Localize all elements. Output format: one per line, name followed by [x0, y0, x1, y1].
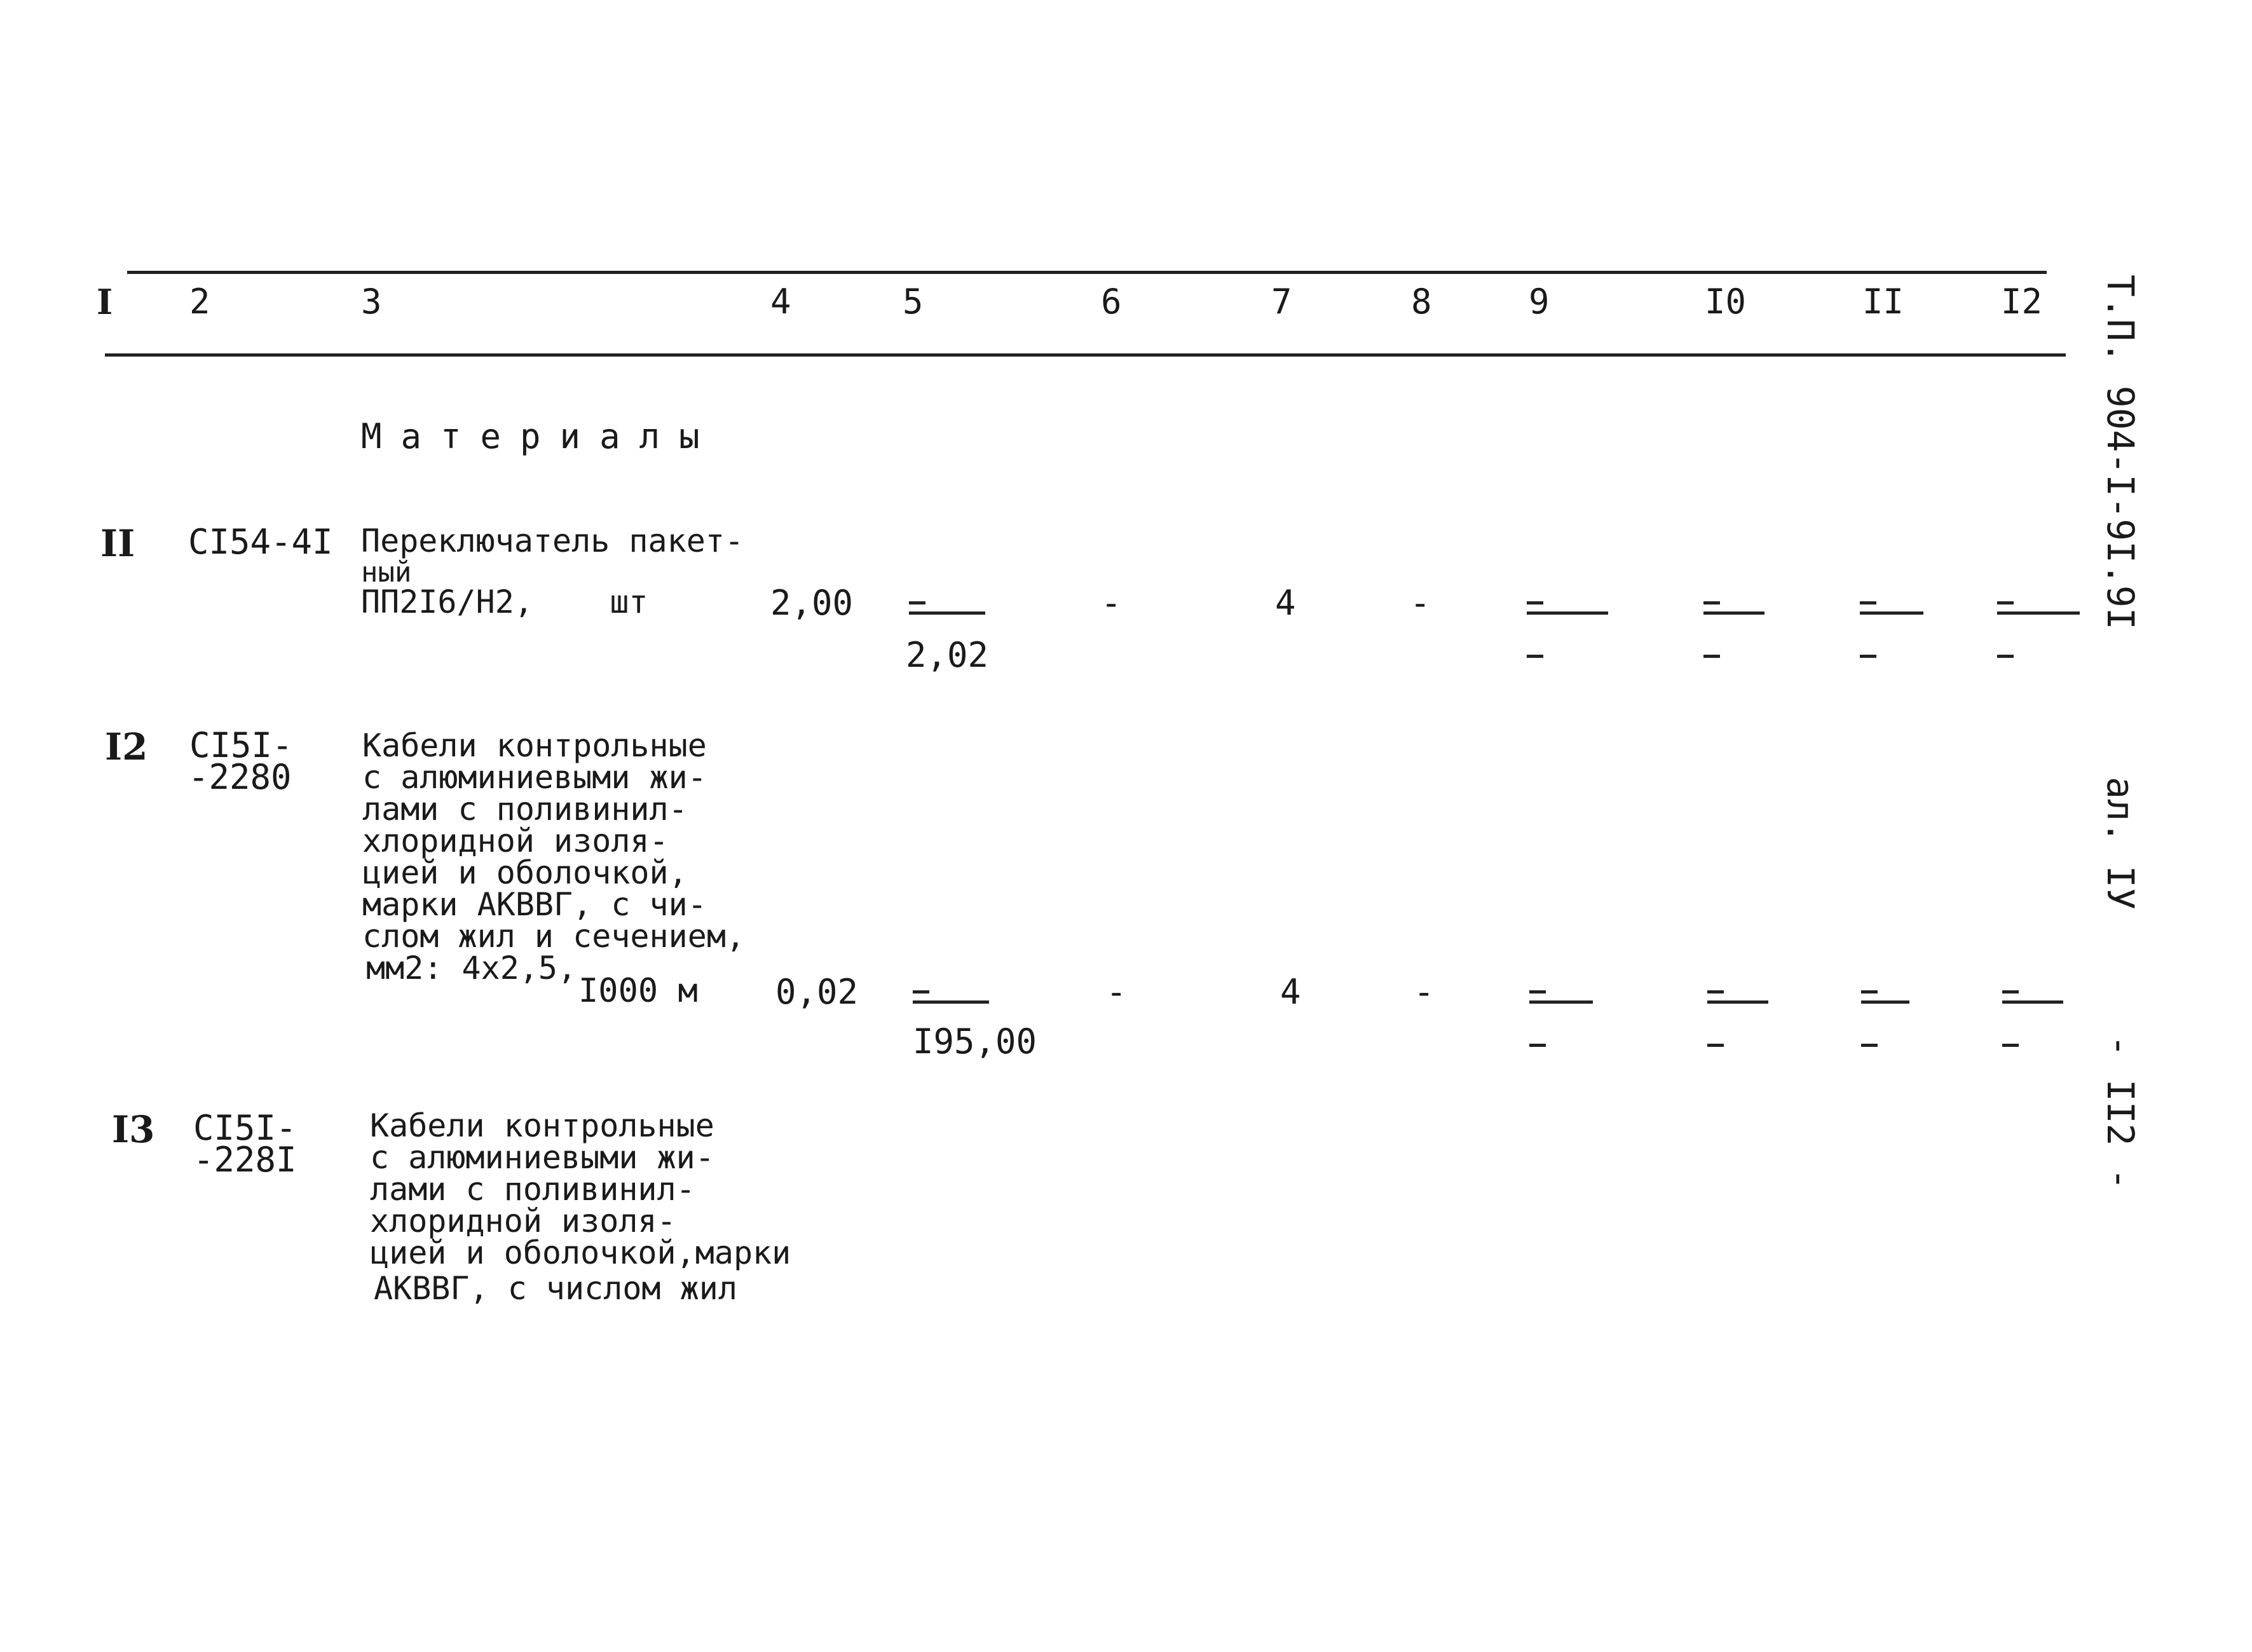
row-unit: I000 м [578, 972, 698, 1010]
row-description-line: ПП2I6/Н2, шт [361, 584, 648, 620]
row-description-line: Переключатель пакет- [361, 522, 744, 559]
fraction-bar [1527, 611, 1608, 615]
fraction-top-dash [1529, 990, 1546, 993]
row-description-line: АКВВГ, с числом жил [374, 1270, 737, 1307]
fraction-bar [2002, 1000, 2063, 1004]
fraction-bottom-dash [1997, 655, 2014, 658]
fraction-bar [1997, 611, 2080, 615]
side-album: ал. IУ [2099, 777, 2142, 910]
row-code: CI54-4I [188, 522, 333, 562]
fraction-bottom-dash [1861, 1044, 1878, 1047]
fraction-bar [913, 1000, 989, 1004]
row-description-line: лами с поливинил- [370, 1171, 695, 1208]
header-top-rule [127, 271, 2047, 274]
header-col-6: 6 [1101, 282, 1122, 322]
fraction-bar [1529, 1000, 1593, 1004]
header-col-5: 5 [903, 282, 924, 322]
row-col7-value: 4 [1280, 972, 1301, 1012]
fraction-top-dash [1527, 601, 1543, 604]
fraction-top-dash [1861, 990, 1878, 993]
row-description-line: ный [361, 556, 412, 589]
row-col5-value: 2,02 [906, 635, 989, 675]
row-code: CI5I- [193, 1108, 297, 1148]
fraction-bottom-dash [1707, 1044, 1724, 1047]
row-number: I2 [105, 725, 148, 768]
fraction-bar [1707, 1000, 1768, 1004]
row-number: II [100, 522, 135, 565]
header-col-4: 4 [770, 282, 791, 322]
header-col-8: 8 [1411, 282, 1432, 322]
row-description-line: слом жил и сечением, [362, 918, 746, 955]
row-description-line: Кабели контрольные [362, 727, 707, 764]
row-description-line: лами с поливинил- [362, 791, 688, 828]
header-col-2: 2 [189, 282, 210, 322]
header-col-3: 3 [361, 282, 382, 322]
row-description-line: марки АКВВГ, с чи- [362, 886, 707, 923]
row-description-line: хлоридной изоля- [362, 823, 669, 859]
fraction-bottom-dash [1860, 655, 1876, 658]
header-col-7: 7 [1271, 282, 1292, 322]
fraction-bottom-dash [1527, 655, 1543, 658]
fraction-top-dash [2002, 990, 2019, 993]
header-col-1: I [97, 282, 113, 322]
header-bottom-rule [105, 353, 2066, 357]
fraction-bottom-dash [1529, 1044, 1546, 1047]
side-page-number: - II2 - [2099, 1035, 2142, 1191]
row-code: CI5I- [189, 725, 293, 765]
header-col-10: I0 [1705, 282, 1747, 322]
row-code: -2280 [188, 757, 292, 797]
side-doc-code: Т.П. 904-I-9I.9I [2099, 275, 2142, 630]
fraction-bar [1860, 611, 1923, 615]
row-col8-value: - [1410, 583, 1431, 623]
row-description-line: мм2: 4х2,5, [366, 950, 577, 986]
header-col-11: II [1862, 282, 1904, 322]
row-col8-value: - [1414, 972, 1435, 1012]
row-description-line: с алюминиевыми жи- [370, 1139, 714, 1176]
fraction-bar [909, 611, 985, 615]
fraction-bar [1703, 611, 1764, 615]
header-col-9: 9 [1529, 282, 1550, 322]
row-description-line: хлоридной изоля- [370, 1203, 676, 1239]
row-description-line: Кабели контрольные [370, 1107, 714, 1144]
row-col6-value: - [1101, 583, 1122, 623]
fraction-top-dash [1997, 601, 2014, 604]
fraction-top-dash [913, 990, 929, 993]
fraction-bottom-dash [1703, 655, 1720, 658]
row-col4-value: 2,00 [770, 583, 854, 623]
row-description-line: цией и оболочкой, [362, 854, 688, 891]
row-col5-value: I95,00 [913, 1021, 1037, 1062]
fraction-top-dash [1707, 990, 1724, 993]
row-col4-value: 0,02 [775, 972, 859, 1012]
fraction-top-dash [1703, 601, 1720, 604]
fraction-top-dash [909, 601, 925, 604]
row-description-line: с алюминиевыми жи- [362, 759, 707, 796]
fraction-bottom-dash [2002, 1044, 2019, 1047]
row-description-line: цией и оболочкой,марки [370, 1234, 791, 1271]
fraction-top-dash [1860, 601, 1876, 604]
row-col6-value: - [1106, 972, 1127, 1012]
header-col-12: I2 [2001, 282, 2043, 322]
row-number: I3 [112, 1108, 155, 1151]
row-col7-value: 4 [1275, 583, 1296, 623]
section-title: Материалы [361, 416, 719, 456]
fraction-bar [1861, 1000, 1909, 1004]
row-code: -228I [193, 1140, 297, 1180]
